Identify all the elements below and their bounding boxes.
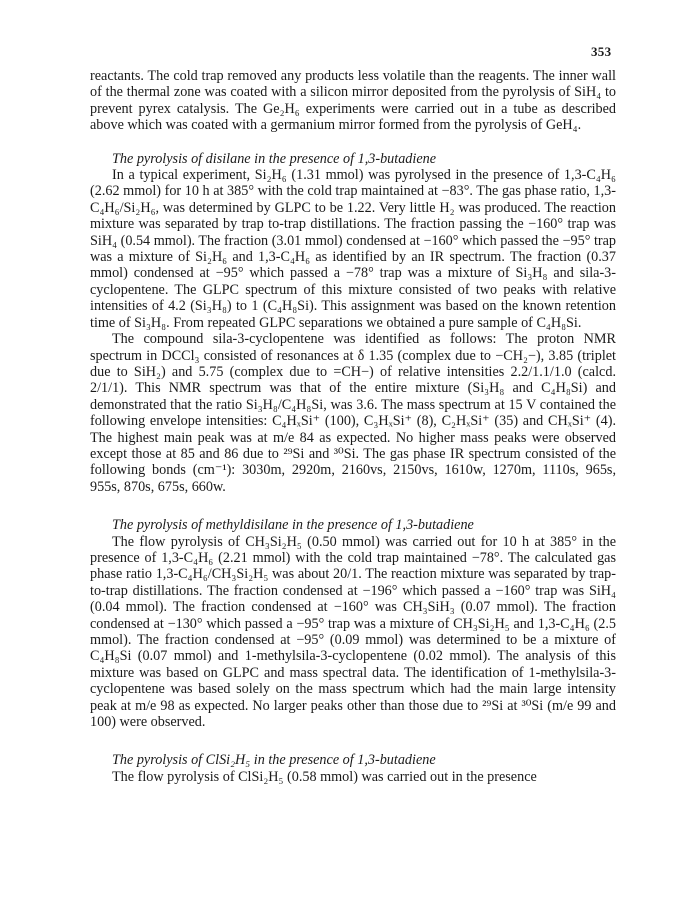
page-number: 353	[591, 44, 612, 59]
paragraph-disilane-experiment: In a typical experiment, Si₂H₆ (1.31 mmol) was pyrolysed in the presence of 1,3-C₄H₆ (2.62 mmol) for 10 h at 385° with the cold trap maintained at −83°. The gas phase ratio, 1,3-C₄H₆/Si₂H₆, was determined by GLPC to be 1.22. Very little H₂ was produced. The reaction mixture was separated by trap to-trap distillations. The fraction passing the −160° trap was SiH₄ (0.54 mmol). The fraction (3.01 mmol) condensed at −160° which passed the −95° trap was a mixture of Si₂H₆ and 1,3-C₄H₆ as identified by an IR spectrum. The fraction (0.37 mmol) condensed at −95° which passed a −78° trap was a mixture of Si₃H₈ and sila-3-cyclopentene. The GLPC spectrum of this mixture consisted of two peaks with relative intensities of 4.2 (Si₃H₈) to 1 (C₄H₈Si). This assignment was based on the known retention time of Si₃H₈. From repeated GLPC separations we obtained a pure sample of C₄H₈Si.	[90, 167, 616, 331]
paragraph-chlorodisilane-experiment: The flow pyrolysis of ClSi₂H₅ (0.58 mmol) was carried out in the presence	[112, 768, 537, 785]
section-heading-chlorodisilane: The pyrolysis of ClSi₂H₅ in the presence of 1,3-butadiene	[112, 752, 436, 769]
section-heading-methyldisilane: The pyrolysis of methyldisilane in the presence of 1,3-butadiene	[112, 517, 474, 534]
paragraph-methyldisilane-experiment: The flow pyrolysis of CH₃Si₂H₅ (0.50 mmol) was carried out for 10 h at 385° in the presence of 1,3-C₄H₆ (2.21 mmol) with the cold trap maintained −78°. The calculated gas phase ratio 1,3-C₄H₆/CH₃Si₂H₅ was about 20/1. The reaction mixture was separated by trap-to-trap distillations. The fraction condensed at −196° which passed a −160° trap was SiH₄ (0.04 mmol). The fraction condensed at −160° was CH₃SiH₃ (0.07 mmol). The fraction condensed at −130° which passed a −95° trap was a mixture of CH₃Si₂H₅ and 1,3-C₄H₆ (2.5 mmol). The fraction condensed at −95° (0.09 mmol) was determined to be a mixture of C₄H₈Si (0.07 mmol) and 1-methylsila-3-cyclopentene (0.02 mmol). The analysis of this mixture was based on GLPC and mass spectral data. The identification of 1-methylsila-3-cyclopentene was based solely on the mass spectrum which had the main large intensity peak at m/e 98 as expected. No larger peaks other than those due to ²⁹Si at ³⁰Si (m/e 99 and 100) were observed.	[90, 533, 616, 731]
paragraph-reactants: reactants. The cold trap removed any products less volatile than the reagents. The inner wall of the thermal zone was coated with a silicon mirror deposited from the pyrolysis of SiH₄ to prevent pyrex catalysis. The Ge₂H₆ experiments were carried out in a tube as described above which was coated with a germanium mirror formed from the pyrolysis of GeH₄.	[90, 68, 616, 134]
section-heading-disilane: The pyrolysis of disilane in the presence of 1,3-butadiene	[112, 150, 437, 167]
paragraph-silacyclopentene-identification: The compound sila-3-cyclopentene was identified as follows: The proton NMR spectrum in DCCl₃ consisted of resonances at δ 1.35 (complex due to −CH₂−), 3.85 (triplet due to SiH₂) and 5.75 (complex due to =CH−) of relative intensities 2.2/1.1/1.0 (calcd. 2/1/1). This NMR spectrum was that of the entire mixture (Si₃H₈ and C₄H₈Si) and demonstrated that the ratio Si₃H₈/C₄H₈Si, was 3.6. The mass spectrum at 15 V contained the following envelope intensities: C₄HₓSi⁺ (100), C₃HₓSi⁺ (8), C₂HₓSi⁺ (35) and CHₓSi⁺ (4). The highest main peak was at m/e 84 as expected. No higher mass peaks were observed except those at 85 and 86 due to ²⁹Si and ³⁰Si. The gas phase IR spectrum consisted of the following bonds (cm⁻¹): 3030m, 2920m, 2160vs, 2150vs, 1610w, 1270m, 1110s, 965s, 955s, 870s, 675s, 660w.	[90, 331, 616, 495]
article-body	[90, 68, 616, 785]
